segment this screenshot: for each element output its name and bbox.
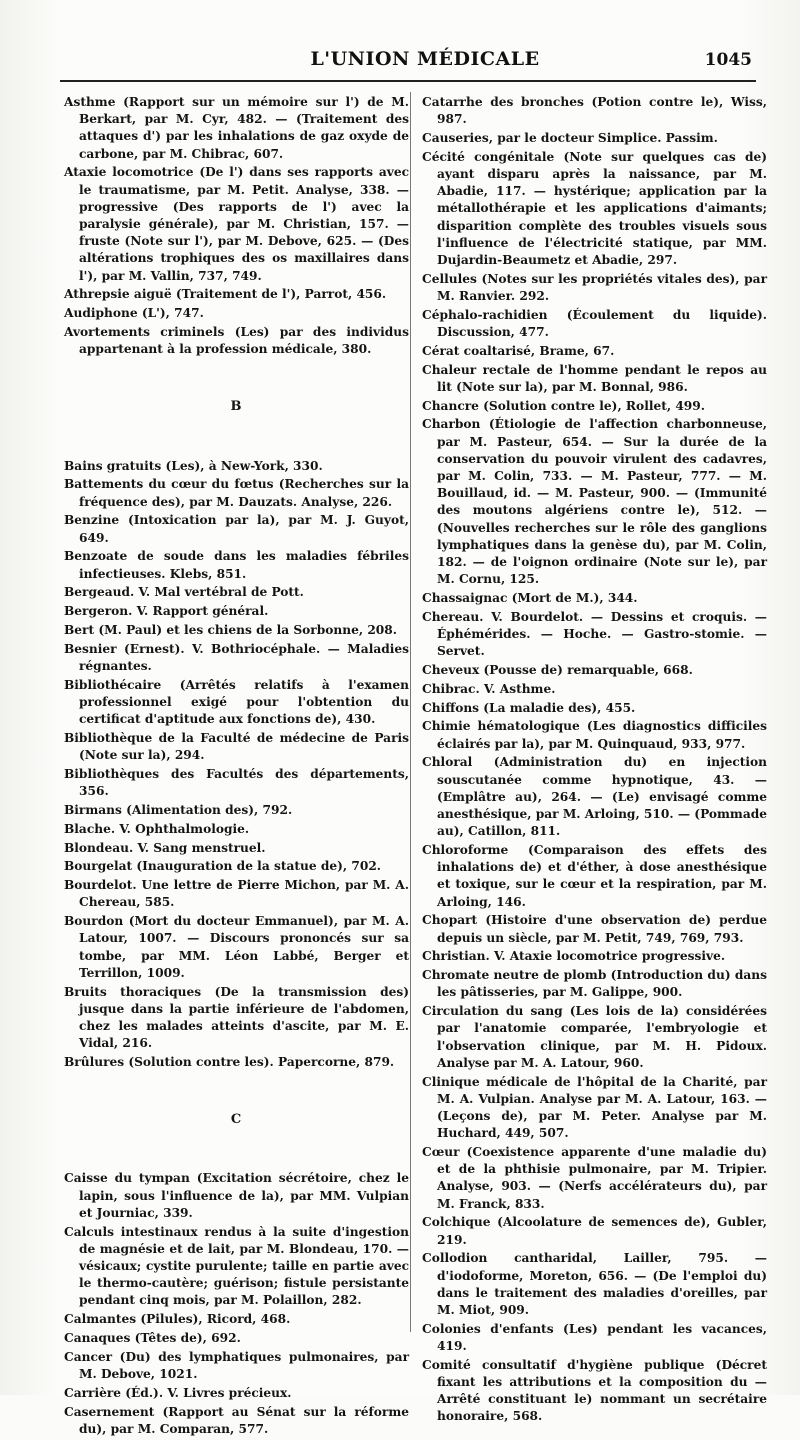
index-entry: Bergeron. V. Rapport général. bbox=[64, 604, 269, 619]
index-entry: Colchique (Alcoolature de semences de), Gubler, 219. bbox=[422, 1215, 767, 1247]
index-entry: Cérat coaltarisé, Brame, 67. bbox=[422, 343, 615, 358]
index-entry: Athrepsie aiguë (Traitement de l'), Parrot, 456. bbox=[64, 287, 387, 302]
index-entry: Avortements criminels (Les) par des individus appartenant à la profession médicale, 380. bbox=[64, 325, 409, 357]
index-entry: Calculs intestinaux rendus à la suite d'ingestion de magnésie et de lait, par M. Blondeau, 170. — vésicaux; cystite purulente; taille en partie avec le thermo-cautère; guérison; fistule persistante pendant cinq mois, par M. Polaillon, 282. bbox=[64, 1224, 409, 1308]
index-entry: Cellules (Notes sur les propriétés vitales des), par M. Ranvier. 292. bbox=[422, 271, 767, 304]
section-letter-c: C bbox=[230, 1112, 243, 1128]
running-title: L'UNION MÉDICALE bbox=[310, 48, 540, 70]
index-entry: Asthme (Rapport sur un mémoire sur l') de M. Berkart, par M. Cyr, 482. — (Traitement des attaques d') par les inhalations de gaz oxyde de carbone, par M. Chibrac, 607. bbox=[64, 95, 409, 161]
index-entry: Chloroforme (Comparaison des effets des inhalations de) et d'éther, à dose anesthésique et toxique, sur le cœur et la respiration, par M. Arloing, 146. bbox=[422, 843, 767, 909]
index-entry: Chromate neutre de plomb (Introduction du) dans les pâtisseries, par M. Galippe, 900. bbox=[422, 968, 767, 1000]
index-entry: Chiffons (La maladie des), 455. bbox=[422, 700, 636, 715]
index-entry: Bourdon (Mort du docteur Emmanuel), par M. A. Latour, 1007. — Discours prononcés sur sa tombe, par MM. Léon Labbé, Berger et Terrillon, 1009. bbox=[64, 914, 409, 980]
index-entry: Bibliothèques des Facultés des départements, 356. bbox=[64, 767, 409, 799]
index-entry: Chaleur rectale de l'homme pendant le repos au lit (Note sur la), par M. Bonnal, 986. bbox=[422, 362, 767, 394]
index-entry: Benzoate de soude dans les maladies fébriles infectieuses. Klebs, 851. bbox=[64, 549, 409, 581]
page-header bbox=[60, 44, 760, 76]
index-entry: Catarrhe des bronches (Potion contre le), Wiss, 987. bbox=[422, 95, 767, 127]
index-entry: Collodion cantharidal, Lailler, 795. — d'iodoforme, Moreton, 656. — (De l'emploi du) dans le traitement des maladies d'oreilles, par M. Miot, 909. bbox=[422, 1251, 767, 1318]
column-divider bbox=[410, 92, 411, 1332]
index-entry: Ataxie locomotrice (De l') dans ses rapports avec le traumatisme, par M. Petit. Analyse, 338. — progressive (Des rapports de l') avec la paralysie générale), par M. Christian, 157. — fruste (Note sur l'), par M. Debove, 625. — (Des altérations trophiques des os maxillaires dans l'), par M. Vallin, 737, 749. bbox=[64, 165, 409, 283]
index-entry: Bruits thoraciques (De la transmission des) jusque dans la partie inférieure de l'abdomen, chez les malades atteints d'ascite, par M. E. Vidal, 216. bbox=[64, 984, 409, 1051]
section-letter-b: B bbox=[230, 399, 243, 415]
index-entry: Casernement (Rapport au Sénat sur la réforme du), par M. Comparan, 577. bbox=[64, 1404, 409, 1436]
index-entry: Chancre (Solution contre le), Rollet, 499. bbox=[422, 398, 706, 413]
index-entry: Bergeaud. V. Mal vertébral de Pott. bbox=[64, 585, 304, 600]
index-entry: Calmantes (Pilules), Ricord, 468. bbox=[64, 1312, 291, 1327]
index-entry: Caisse du tympan (Excitation sécrétoire, chez le lapin, sous l'influence de la), par MM. Vulpian et Journiac, 339. bbox=[64, 1171, 409, 1220]
right-column bbox=[422, 94, 767, 1427]
index-entry: Christian. V. Ataxie locomotrice progressive. bbox=[422, 949, 726, 964]
index-entry: Chassaignac (Mort de M.), 344. bbox=[422, 591, 638, 606]
page-number: 1045 bbox=[704, 50, 752, 70]
left-column bbox=[64, 94, 409, 1440]
index-entry: Bert (M. Paul) et les chiens de la Sorbonne, 208. bbox=[64, 623, 398, 638]
index-entry: Cœur (Coexistence apparente d'une maladie du) et de la phthisie pulmonaire, par M. Tripier. Analyse, 903. — (Nerfs accélérateurs du), par M. Franck, 833. bbox=[422, 1145, 767, 1211]
index-entry: Bourdelot. Une lettre de Pierre Michon, par M. A. Chereau, 585. bbox=[64, 878, 409, 910]
index-entry: Birmans (Alimentation des), 792. bbox=[64, 803, 293, 818]
index-entry: Circulation du sang (Les lois de la) considérées par l'anatomie comparée, l'embryologie et l'observation clinique, par M. H. Pidoux. Analyse par M. A. Latour, 960. bbox=[422, 1004, 767, 1070]
index-entry: Battements du cœur du fœtus (Recherches sur la fréquence des), par M. Dauzats. Analyse, 226. bbox=[64, 477, 409, 509]
index-entry: Brûlures (Solution contre les). Papercorne, 879. bbox=[64, 1055, 395, 1070]
index-entry: Carrière (Éd.). V. Livres précieux. bbox=[64, 1385, 292, 1400]
index-entry: Clinique médicale de l'hôpital de la Charité, par M. A. Vulpian. Analyse par M. A. Latour, 163. — (Leçons de), par M. Peter. Analyse par M. Huchard, 449, 507. bbox=[422, 1074, 767, 1141]
index-entry: Colonies d'enfants (Les) pendant les vacances, 419. bbox=[422, 1321, 767, 1354]
index-entry: Comité consultatif d'hygiène publique (Décret fixant les attributions et la composition du — Arrêté constituant le) nommant un secrétaire honoraire, 568. bbox=[422, 1357, 767, 1424]
index-entry: Besnier (Ernest). V. Bothriocéphale. — Maladies régnantes. bbox=[64, 641, 409, 674]
index-entry: Chopart (Histoire d'une observation de) perdue depuis un siècle, par M. Petit, 749, 769, 793. bbox=[422, 913, 767, 945]
index-entry: Chereau. V. Bourdelot. — Dessins et croquis. — Éphémérides. — Hoche. — Gastro-stomie. — Servet. bbox=[422, 609, 767, 659]
index-entry: Blondeau. V. Sang menstruel. bbox=[64, 840, 266, 855]
index-entry: Céphalo-rachidien (Écoulement du liquide). Discussion, 477. bbox=[422, 307, 767, 340]
index-entry: Bains gratuits (Les), à New-York, 330. bbox=[64, 458, 323, 473]
index-entry: Chibrac. V. Asthme. bbox=[422, 681, 556, 696]
index-entry: Benzine (Intoxication par la), par M. J. Guyot, 649. bbox=[64, 513, 409, 545]
index-entry: Canaques (Têtes de), 692. bbox=[64, 1331, 241, 1346]
index-entry: Cheveux (Pousse de) remarquable, 668. bbox=[422, 663, 693, 678]
index-entry: Audiphone (L'), 747. bbox=[64, 306, 204, 321]
index-entry: Chimie hématologique (Les diagnostics difficiles éclairés par la), par M. Quinquaud, 933, 977. bbox=[422, 719, 767, 751]
index-entry: Bibliothécaire (Arrêtés relatifs à l'examen professionnel exigé pour l'obtention du certificat d'aptitude aux fonctions de), 430. bbox=[64, 677, 409, 727]
index-entry: Blache. V. Ophthalmologie. bbox=[64, 821, 250, 836]
header-rule bbox=[60, 80, 756, 82]
index-entry: Bourgelat (Inauguration de la statue de), 702. bbox=[64, 859, 382, 874]
index-entry: Cécité congénitale (Note sur quelques cas de) ayant disparu après la naissance, par M. Abadie, 117. — hystérique; application par la métallothérapie et les applications d'aimants; disparition complète des troubles visuels sous l'influence de l'électricité statique, par MM. Dujardin-Beaumetz et Abadie, 297. bbox=[422, 149, 767, 268]
index-entry: Cancer (Du) des lymphatiques pulmonaires, par M. Debove, 1021. bbox=[64, 1349, 409, 1382]
index-entry: Causeries, par le docteur Simplice. Passim. bbox=[422, 131, 718, 145]
index-entry: Bibliothèque de la Faculté de médecine de Paris (Note sur la), 294. bbox=[64, 731, 409, 763]
index-entry: Chloral (Administration du) en injection souscutanée comme hypnotique, 43. — (Emplâtre au), 264. — (Le) envisagé comme anesthésique, par M. Arloing, 510. — (Pommade au), Catillon, 811. bbox=[422, 755, 767, 839]
index-entry: Charbon (Étiologie de l'affection charbonneuse, par M. Pasteur, 654. — Sur la durée de la conservation du pouvoir virulent des cadavres, par M. Colin, 733. — M. Pasteur, 777. — M. Bouillaud, id. — M. Pasteur, 900. — (Immunité des moutons algériens contre le), 512. — (Nouvelles recherches sur le rôle des ganglions lymphatiques dans la genèse du), par M. Colin, 182. — de l'oignon ordinaire (Note sur le), par M. Cornu, 125. bbox=[422, 417, 767, 587]
